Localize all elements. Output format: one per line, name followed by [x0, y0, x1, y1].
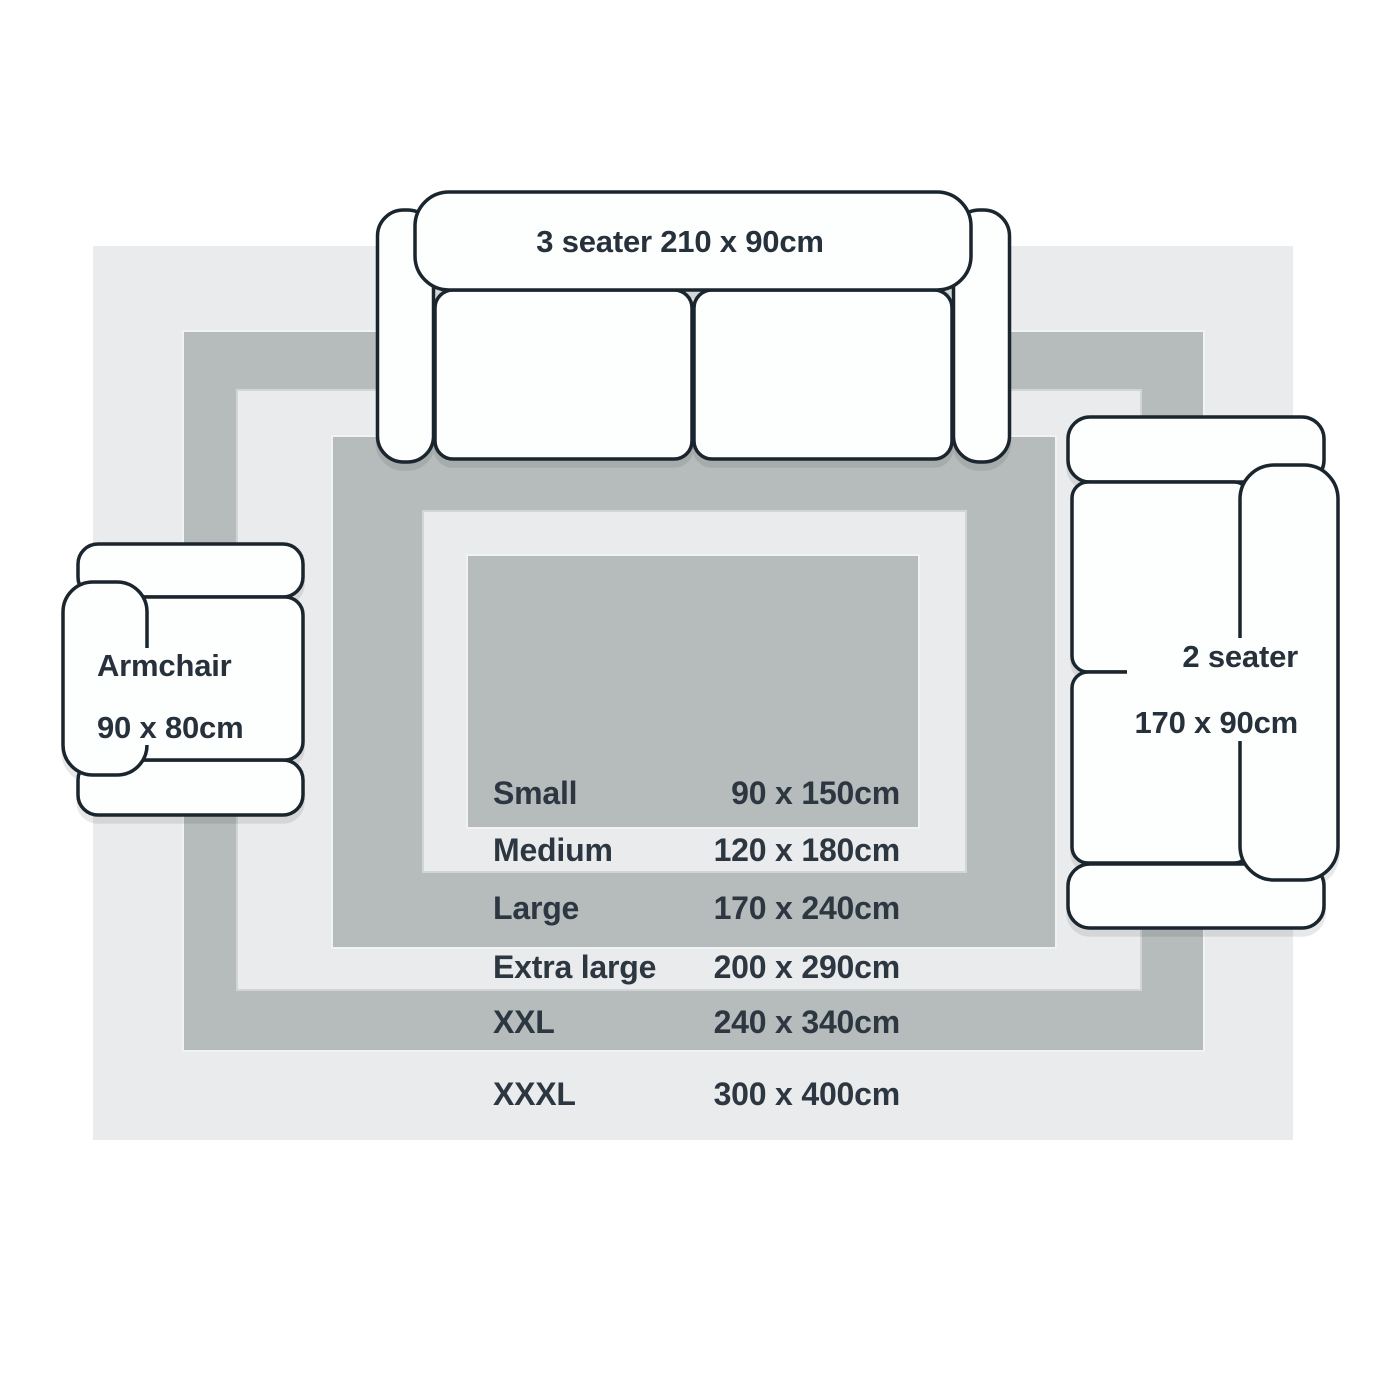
two-seater-label-line1: 2 seater — [1182, 639, 1298, 674]
three-seater-label: 3 seater 210 x 90cm — [536, 224, 824, 259]
armchair-label-line1: Armchair — [97, 648, 232, 683]
armchair-label-line2: 90 x 80cm — [97, 710, 244, 745]
size-row-medium — [493, 829, 900, 871]
size-row-extra-large — [493, 946, 900, 988]
size-name-medium: Medium — [493, 831, 613, 868]
armchair-label — [89, 648, 251, 745]
size-row-large — [493, 887, 900, 929]
size-dimensions-large: 170 x 240cm — [713, 889, 900, 926]
size-row-xxl — [493, 1001, 900, 1043]
size-name-xxxl: XXXL — [493, 1075, 576, 1112]
size-name-extra-large: Extra large — [493, 948, 657, 985]
size-name-xxl: XXL — [493, 1003, 555, 1040]
size-row-small — [493, 772, 900, 814]
size-row-xxxl — [493, 1073, 900, 1115]
two-seater-label — [1127, 638, 1306, 741]
sofa3-left-seat-cushion — [435, 290, 692, 459]
size-dimensions-extra-large: 200 x 290cm — [713, 948, 900, 985]
size-dimensions-medium: 120 x 180cm — [713, 831, 900, 868]
size-name-small: Small — [493, 774, 578, 811]
two-seater-label-line2: 170 x 90cm — [1134, 705, 1298, 740]
size-name-large: Large — [493, 889, 580, 926]
sofa3-right-seat-cushion — [694, 290, 952, 459]
size-dimensions-xxxl: 300 x 400cm — [713, 1075, 900, 1112]
size-dimensions-xxl: 240 x 340cm — [713, 1003, 900, 1040]
size-dimensions-small: 90 x 150cm — [731, 774, 900, 811]
